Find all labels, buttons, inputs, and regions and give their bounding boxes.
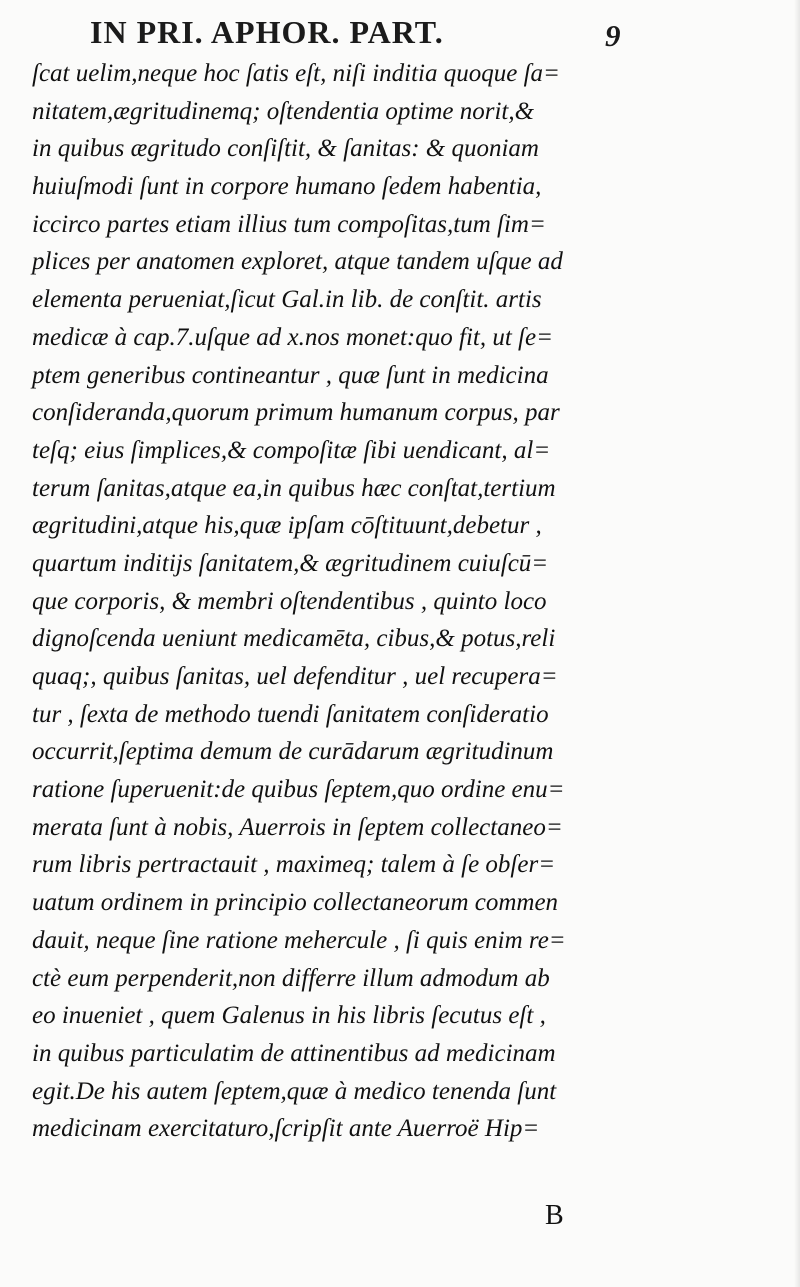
text-line: plices per anatomen exploret, atque tandem uſque ad bbox=[32, 248, 563, 276]
text-line: ægritudini,atque his,quæ ipſam cōſtituunt,debetur , bbox=[32, 512, 542, 540]
text-line: tur , ſexta de methodo tuendi ſanitatem conſideratio bbox=[32, 700, 549, 728]
text-line: nitatem,ægritudinemq; oſtendentia optime norit,& bbox=[32, 97, 535, 125]
text-line: que corporis, & membri oſtendentibus , quinto loco bbox=[32, 587, 547, 615]
text-line: ſcat uelim,neque hoc ſatis eſt, niſi inditia quoque ſa= bbox=[32, 60, 560, 87]
body-text bbox=[32, 55, 652, 1148]
text-line: iccirco partes etiam illius tum compoſitas,tum ſim= bbox=[32, 210, 546, 238]
page-edge-shadow bbox=[794, 0, 800, 1287]
page-number: 9 bbox=[605, 18, 621, 53]
text-line: huiuſmodi ſunt in corpore humano ſedem habentia, bbox=[32, 173, 542, 201]
text-line: dignoſcenda ueniunt medicamēta, cibus,& potus,reli bbox=[32, 625, 556, 653]
text-line: dauit, neque ſine ratione mehercule , ſi quis enim re= bbox=[32, 926, 566, 954]
running-head bbox=[90, 14, 730, 58]
text-line: terum ſanitas,atque ea,in quibus hæc conſtat,tertium bbox=[32, 474, 556, 502]
text-line: quartum inditijs ſanitatem,& ægritudinem cuiuſcū= bbox=[32, 549, 549, 577]
text-line: ctè eum perpenderit,non differre illum admodum ab bbox=[32, 964, 550, 992]
text-line: rum libris pertractauit , maximeq; talem à ſe obſer= bbox=[32, 851, 556, 879]
signature-mark: B bbox=[545, 1200, 564, 1231]
text-line: ratione ſuperuenit:de quibus ſeptem,quo ordine enu= bbox=[32, 776, 565, 804]
text-line: elementa perueniat,ſicut Gal.in lib. de conſtit. artis bbox=[32, 286, 542, 314]
text-line: conſideranda,quorum primum humanum corpus, par bbox=[32, 399, 560, 427]
running-title: IN PRI. APHOR. PART. bbox=[90, 14, 444, 50]
text-line: occurrit,ſeptima demum de curādarum ægritudinum bbox=[32, 738, 554, 766]
text-line: ptem generibus contineantur , quæ ſunt in medicina bbox=[32, 361, 549, 389]
text-line: uatum ordinem in principio collectaneorum commen bbox=[32, 889, 559, 917]
text-line: egit.De his autem ſeptem,quæ à medico tenenda ſunt bbox=[32, 1077, 557, 1105]
text-line: medicinam exercitaturo,ſcripſit ante Auerroë Hip= bbox=[32, 1115, 540, 1143]
text-line: teſq; eius ſimplices,& compoſitæ ſibi uendicant, al= bbox=[32, 436, 551, 464]
text-line: medicæ à cap.7.uſque ad x.nos monet:quo fit, ut ſe= bbox=[32, 323, 553, 351]
text-line: in quibus particulatim de attinentibus ad medicinam bbox=[32, 1039, 556, 1067]
text-line: merata ſunt à nobis, Auerrois in ſeptem collectaneo= bbox=[32, 813, 563, 841]
text-line: eo inueniet , quem Galenus in his libris ſecutus eſt , bbox=[32, 1002, 546, 1030]
text-line: quaq;, quibus ſanitas, uel defenditur , uel recupera= bbox=[32, 663, 558, 690]
text-line: in quibus ægritudo conſiſtit, & ſanitas: & quoniam bbox=[32, 135, 539, 163]
